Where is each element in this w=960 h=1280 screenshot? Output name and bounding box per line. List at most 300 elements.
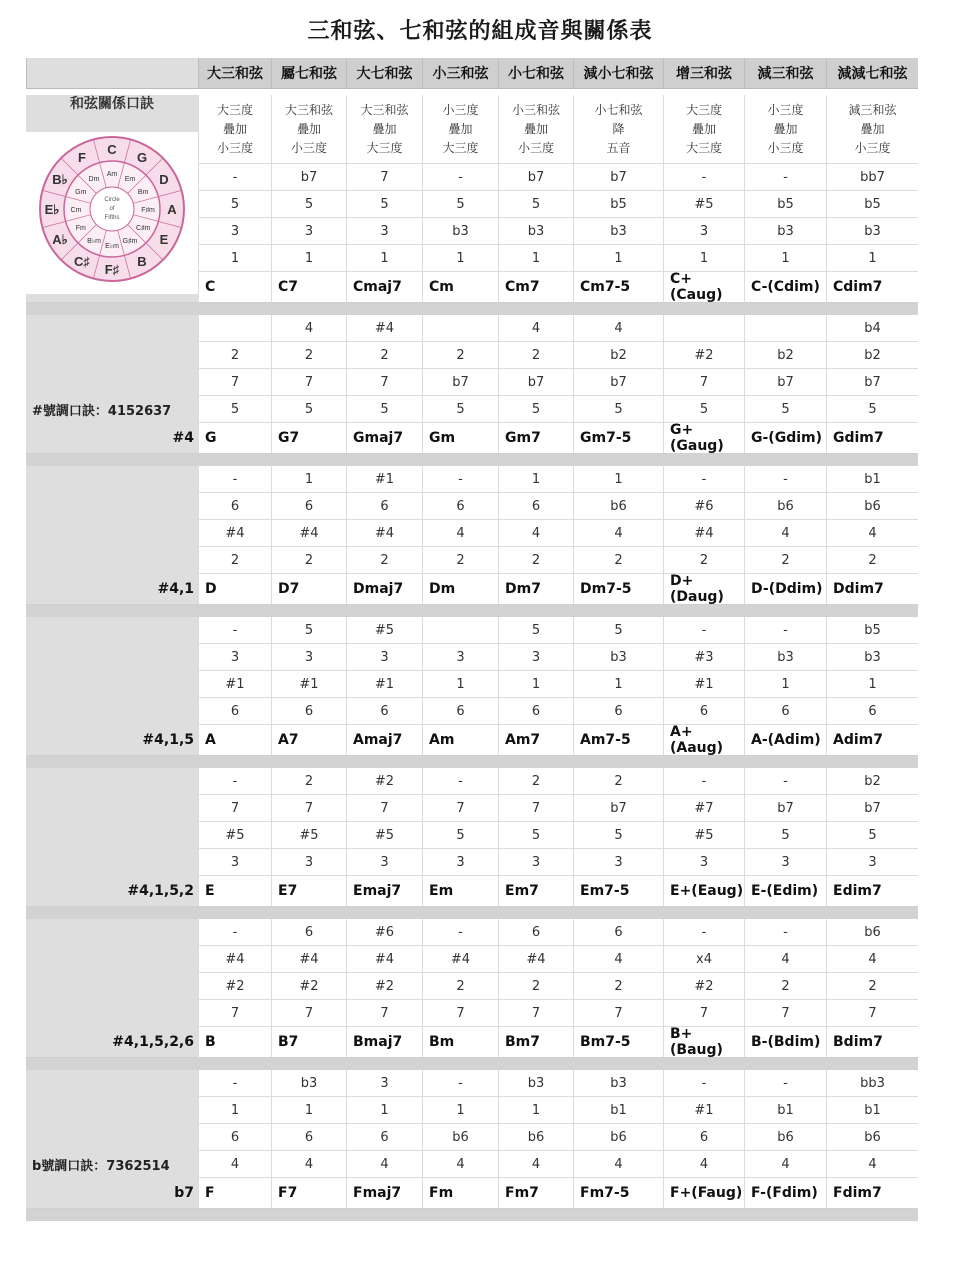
- note-cell: 7: [198, 369, 271, 395]
- note-cell: b1: [826, 1097, 918, 1123]
- note-cell: b7: [498, 164, 573, 190]
- column-header: 小三和弦: [422, 58, 498, 88]
- row-label: [26, 1124, 198, 1150]
- major-key-label: F♯: [104, 262, 120, 277]
- note-cell: 3: [346, 1070, 422, 1096]
- note-cell: 3: [422, 849, 498, 875]
- note-cell: 7: [346, 1000, 422, 1026]
- note-row: [26, 466, 918, 493]
- note-cell: #5: [198, 822, 271, 848]
- note-cell: b7: [573, 795, 663, 821]
- description-line: 疊加: [860, 121, 885, 136]
- row-label: [26, 768, 198, 794]
- note-row: [26, 520, 918, 547]
- column-header: 屬七和弦: [271, 58, 346, 88]
- note-cell: 4: [744, 520, 826, 546]
- chord-name: G7: [271, 423, 346, 453]
- chord-name: C+(Caug): [663, 272, 744, 302]
- note-cell: 6: [498, 919, 573, 945]
- circle-of-fifths-diagram: [26, 132, 198, 294]
- chord-name-row: [26, 1027, 918, 1058]
- note-row: [26, 822, 918, 849]
- note-cell: 5: [826, 822, 918, 848]
- note-cell: 1: [498, 466, 573, 492]
- note-cell: 1: [346, 245, 422, 271]
- note-cell: -: [422, 768, 498, 794]
- chord-name: A: [198, 725, 271, 755]
- note-cell: 2: [744, 973, 826, 999]
- note-row: [26, 1124, 918, 1151]
- note-cell: 4: [744, 1151, 826, 1177]
- chord-name: Em: [422, 876, 498, 906]
- note-cell: 2: [422, 547, 498, 573]
- row-label: [26, 1097, 198, 1123]
- row-label: [26, 919, 198, 945]
- chord-name: C-(Cdim): [744, 272, 826, 302]
- note-cell: -: [422, 1070, 498, 1096]
- minor-key-label: E♭m: [105, 243, 119, 250]
- section-separator: [26, 756, 918, 768]
- chord-name: Cm: [422, 272, 498, 302]
- major-key-label: A: [167, 202, 177, 217]
- note-cell: #2: [663, 973, 744, 999]
- note-cell: -: [744, 466, 826, 492]
- note-cell: 5: [271, 617, 346, 643]
- row-label: [26, 369, 198, 395]
- description-line: 小三度: [290, 140, 327, 155]
- minor-key-label: C♯m: [135, 225, 151, 232]
- description-line: 小三度: [854, 140, 891, 155]
- note-cell: -: [198, 1070, 271, 1096]
- note-cell: 2: [826, 973, 918, 999]
- note-cell: 6: [271, 919, 346, 945]
- chord-name: Gdim7: [826, 423, 918, 453]
- note-cell: 2: [271, 768, 346, 794]
- chord-name: F-(Fdim): [744, 1178, 826, 1208]
- note-cell: 7: [198, 1000, 271, 1026]
- column-header: 大七和弦: [346, 58, 422, 88]
- minor-key-label: Cm: [70, 207, 82, 214]
- note-cell: 5: [498, 617, 573, 643]
- note-cell: 6: [271, 1124, 346, 1150]
- section-separator: [26, 1058, 918, 1070]
- note-cell: [744, 315, 826, 341]
- note-cell: -: [663, 1070, 744, 1096]
- note-cell: 3: [271, 849, 346, 875]
- note-cell: 6: [498, 698, 573, 724]
- note-cell: b3: [573, 218, 663, 244]
- note-cell: b3: [422, 218, 498, 244]
- key-signature-label: b7: [26, 1178, 198, 1208]
- column-header-row: [26, 58, 918, 89]
- note-cell: 5: [422, 396, 498, 422]
- interval-description: [744, 95, 826, 163]
- note-cell: b3: [573, 1070, 663, 1096]
- note-cell: 5: [346, 191, 422, 217]
- note-cell: b3: [744, 644, 826, 670]
- chord-name: Bm: [422, 1027, 498, 1057]
- key-signature-label: #4: [26, 423, 198, 453]
- minor-key-label: Gm: [75, 189, 87, 196]
- note-cell: 5: [573, 617, 663, 643]
- chord-name: G: [198, 423, 271, 453]
- chord-name: Dmaj7: [346, 574, 422, 604]
- row-label: [26, 671, 198, 697]
- note-cell: 6: [498, 493, 573, 519]
- note-cell: 6: [663, 698, 744, 724]
- note-cell: 2: [198, 342, 271, 368]
- chord-name: Bm7-5: [573, 1027, 663, 1057]
- note-row: [26, 342, 918, 369]
- note-cell: bb3: [826, 1070, 918, 1096]
- note-cell: 5: [826, 396, 918, 422]
- note-cell: 7: [744, 1000, 826, 1026]
- note-cell: b3: [826, 644, 918, 670]
- note-cell: -: [744, 617, 826, 643]
- note-cell: 2: [573, 768, 663, 794]
- note-cell: 3: [271, 218, 346, 244]
- note-cell: 3: [826, 849, 918, 875]
- note-cell: b6: [744, 1124, 826, 1150]
- major-key-label: C: [107, 142, 117, 157]
- section-separator: [26, 907, 918, 919]
- minor-key-label: G♯m: [122, 238, 138, 246]
- note-cell: 7: [271, 1000, 346, 1026]
- description-line: 大三度: [216, 102, 253, 117]
- description-line: 五音: [606, 140, 631, 155]
- chord-name: G+(Gaug): [663, 423, 744, 453]
- note-row: [26, 493, 918, 520]
- key-signature-label: #4,1,5,2,6: [26, 1027, 198, 1057]
- key-signature-label: #4,1,5: [26, 725, 198, 755]
- note-cell: b7: [271, 164, 346, 190]
- note-cell: 3: [198, 849, 271, 875]
- note-cell: 3: [498, 644, 573, 670]
- note-row: [26, 396, 918, 423]
- note-cell: 5: [346, 396, 422, 422]
- note-cell: 6: [346, 493, 422, 519]
- major-key-label: B: [137, 253, 147, 269]
- note-cell: b6: [744, 493, 826, 519]
- description-line: 小三度: [216, 140, 253, 155]
- note-cell: b2: [826, 342, 918, 368]
- description-line: 小三度: [442, 102, 479, 117]
- description-line: 疊加: [773, 121, 798, 136]
- chord-name: A7: [271, 725, 346, 755]
- note-cell: b5: [826, 191, 918, 217]
- note-cell: -: [663, 768, 744, 794]
- chord-name: Edim7: [826, 876, 918, 906]
- note-cell: #5: [346, 822, 422, 848]
- chord-name: A-(Adim): [744, 725, 826, 755]
- note-cell: 6: [346, 698, 422, 724]
- note-cell: 7: [663, 1000, 744, 1026]
- note-cell: 1: [744, 671, 826, 697]
- chord-name: E: [198, 876, 271, 906]
- note-cell: #2: [346, 768, 422, 794]
- chord-name: Gm7-5: [573, 423, 663, 453]
- key-signature-label: #4,1,5,2: [26, 876, 198, 906]
- chord-name: Fmaj7: [346, 1178, 422, 1208]
- note-cell: 1: [271, 466, 346, 492]
- column-header: 減小七和弦: [573, 58, 663, 88]
- note-cell: 5: [271, 191, 346, 217]
- chord-name: Cdim7: [826, 272, 918, 302]
- chord-name: Fdim7: [826, 1178, 918, 1208]
- note-cell: #1: [271, 671, 346, 697]
- description-line: 疊加: [372, 121, 397, 136]
- note-cell: b4: [826, 315, 918, 341]
- note-cell: #4: [422, 946, 498, 972]
- note-cell: 7: [422, 795, 498, 821]
- chord-name: Am7-5: [573, 725, 663, 755]
- note-cell: -: [422, 919, 498, 945]
- note-cell: 2: [573, 973, 663, 999]
- note-cell: 5: [498, 396, 573, 422]
- row-label: [26, 466, 198, 492]
- description-line: 大三度: [366, 140, 403, 155]
- note-cell: b6: [826, 493, 918, 519]
- note-cell: 4: [498, 520, 573, 546]
- relation-label: 和弦關係口訣: [26, 95, 198, 137]
- description-line: 大三和弦: [284, 102, 333, 117]
- chord-name: E+(Eaug): [663, 876, 744, 906]
- chord-name: Fm: [422, 1178, 498, 1208]
- note-cell: 4: [422, 520, 498, 546]
- note-row: [26, 1151, 918, 1178]
- note-cell: #7: [663, 795, 744, 821]
- description-line: 降: [612, 121, 625, 136]
- chord-name-row: [26, 423, 918, 454]
- note-cell: 1: [498, 1097, 573, 1123]
- chord-name: Dm7-5: [573, 574, 663, 604]
- interval-description: [498, 95, 573, 163]
- note-cell: b5: [744, 191, 826, 217]
- note-cell: #1: [346, 466, 422, 492]
- note-cell: 4: [826, 946, 918, 972]
- note-cell: 4: [498, 1151, 573, 1177]
- note-cell: b3: [498, 218, 573, 244]
- note-cell: 4: [663, 1151, 744, 1177]
- note-cell: b6: [498, 1124, 573, 1150]
- chord-name: Dm7: [498, 574, 573, 604]
- note-cell: 2: [422, 973, 498, 999]
- chord-name: Ddim7: [826, 574, 918, 604]
- note-cell: 7: [346, 795, 422, 821]
- note-cell: 2: [826, 547, 918, 573]
- note-cell: -: [198, 919, 271, 945]
- note-cell: -: [198, 617, 271, 643]
- note-cell: b1: [744, 1097, 826, 1123]
- note-cell: #1: [346, 671, 422, 697]
- column-header: 大三和弦: [198, 58, 271, 88]
- note-cell: 1: [573, 245, 663, 271]
- note-cell: 7: [346, 369, 422, 395]
- note-cell: b6: [573, 493, 663, 519]
- note-cell: b3: [744, 218, 826, 244]
- note-row: [26, 973, 918, 1000]
- note-cell: 1: [198, 245, 271, 271]
- note-cell: -: [663, 617, 744, 643]
- note-cell: 1: [422, 671, 498, 697]
- chord-name: F+(Faug): [663, 1178, 744, 1208]
- description-line: 小三度: [767, 102, 804, 117]
- chord-name: Fm7-5: [573, 1178, 663, 1208]
- chord-name: D+(Daug): [663, 574, 744, 604]
- interval-description: [198, 95, 271, 163]
- note-row: [26, 1097, 918, 1124]
- chord-name: Em7-5: [573, 876, 663, 906]
- note-cell: 2: [346, 342, 422, 368]
- note-cell: 4: [422, 1151, 498, 1177]
- note-cell: 5: [271, 396, 346, 422]
- row-label: [26, 795, 198, 821]
- note-cell: [422, 315, 498, 341]
- note-cell: #2: [346, 973, 422, 999]
- note-cell: -: [744, 1070, 826, 1096]
- note-row: [26, 849, 918, 876]
- note-cell: 7: [498, 1000, 573, 1026]
- note-cell: #2: [198, 973, 271, 999]
- note-cell: b7: [573, 369, 663, 395]
- chord-name: Bdim7: [826, 1027, 918, 1057]
- note-cell: #3: [663, 644, 744, 670]
- note-cell: #4: [271, 946, 346, 972]
- minor-key-label: Am: [106, 171, 118, 178]
- note-cell: 7: [498, 795, 573, 821]
- note-cell: 6: [573, 919, 663, 945]
- note-cell: 4: [573, 520, 663, 546]
- minor-key-label: Dm: [88, 175, 100, 183]
- note-row: [26, 795, 918, 822]
- description-line: 小三度: [767, 140, 804, 155]
- section-separator: [26, 605, 918, 617]
- note-cell: 6: [573, 698, 663, 724]
- row-label: [26, 547, 198, 573]
- note-cell: 5: [663, 396, 744, 422]
- chord-name: Cmaj7: [346, 272, 422, 302]
- major-key-label: C♯: [74, 253, 90, 269]
- note-cell: b3: [826, 218, 918, 244]
- note-cell: [198, 315, 271, 341]
- note-cell: 6: [422, 493, 498, 519]
- row-label: [26, 698, 198, 724]
- note-cell: 1: [198, 1097, 271, 1123]
- interval-description: [346, 95, 422, 163]
- note-cell: -: [663, 164, 744, 190]
- major-key-label: G: [136, 150, 148, 166]
- description-line: 疊加: [222, 121, 247, 136]
- note-cell: 3: [498, 849, 573, 875]
- note-cell: b7: [422, 369, 498, 395]
- note-cell: 4: [744, 946, 826, 972]
- row-label: [26, 520, 198, 546]
- note-cell: 5: [573, 396, 663, 422]
- center-label: of: [109, 206, 115, 212]
- note-cell: 3: [573, 849, 663, 875]
- chord-name: Em7: [498, 876, 573, 906]
- note-cell: 2: [271, 547, 346, 573]
- chord-name-row: [26, 1178, 918, 1209]
- row-label: [26, 946, 198, 972]
- note-cell: 5: [573, 822, 663, 848]
- note-cell: b3: [498, 1070, 573, 1096]
- chord-name: Gm7: [498, 423, 573, 453]
- note-row: [26, 315, 918, 342]
- note-cell: 7: [663, 369, 744, 395]
- minor-key-label: Fm: [75, 225, 86, 232]
- note-cell: 4: [573, 1151, 663, 1177]
- note-cell: 3: [744, 849, 826, 875]
- note-cell: b6: [826, 919, 918, 945]
- chord-name: Cm7-5: [573, 272, 663, 302]
- chord-name: D-(Ddim): [744, 574, 826, 604]
- note-cell: -: [422, 164, 498, 190]
- section-separator: [26, 303, 918, 315]
- note-cell: 4: [271, 1151, 346, 1177]
- note-cell: 3: [422, 644, 498, 670]
- minor-key-label: F♯m: [141, 207, 155, 214]
- note-cell: -: [744, 164, 826, 190]
- note-cell: 3: [346, 218, 422, 244]
- note-cell: 1: [422, 1097, 498, 1123]
- interval-description: [271, 95, 346, 163]
- note-cell: 1: [744, 245, 826, 271]
- header-corner: [26, 58, 198, 88]
- note-cell: #2: [663, 342, 744, 368]
- note-row: [26, 1000, 918, 1027]
- chord-name: Gm: [422, 423, 498, 453]
- row-label: [26, 617, 198, 643]
- section-separator: [26, 454, 918, 466]
- chord-name: B-(Bdim): [744, 1027, 826, 1057]
- note-cell: #4: [346, 946, 422, 972]
- description-line: 大三度: [685, 140, 722, 155]
- note-cell: #5: [271, 822, 346, 848]
- note-cell: 6: [198, 1124, 271, 1150]
- note-cell: 5: [198, 191, 271, 217]
- note-cell: 6: [198, 493, 271, 519]
- column-header: 減三和弦: [744, 58, 826, 88]
- note-cell: 7: [422, 1000, 498, 1026]
- note-row: [26, 547, 918, 574]
- note-cell: 6: [198, 698, 271, 724]
- note-cell: -: [744, 768, 826, 794]
- note-cell: 3: [271, 644, 346, 670]
- note-cell: 3: [346, 644, 422, 670]
- note-cell: -: [422, 466, 498, 492]
- note-cell: 7: [346, 164, 422, 190]
- note-cell: b3: [271, 1070, 346, 1096]
- interval-description: [422, 95, 498, 163]
- key-signature-label: #4,1: [26, 574, 198, 604]
- note-cell: 1: [271, 1097, 346, 1123]
- note-cell: 7: [271, 795, 346, 821]
- note-cell: 1: [498, 671, 573, 697]
- column-header: 減減七和弦: [826, 58, 918, 88]
- note-cell: 5: [422, 822, 498, 848]
- note-cell: 1: [422, 245, 498, 271]
- note-cell: b3: [573, 644, 663, 670]
- row-label: [26, 1070, 198, 1096]
- note-cell: b6: [826, 1124, 918, 1150]
- note-cell: 2: [271, 342, 346, 368]
- note-cell: bb7: [826, 164, 918, 190]
- row-label: [26, 315, 198, 341]
- note-cell: b7: [573, 164, 663, 190]
- note-cell: 4: [573, 315, 663, 341]
- note-cell: #4: [498, 946, 573, 972]
